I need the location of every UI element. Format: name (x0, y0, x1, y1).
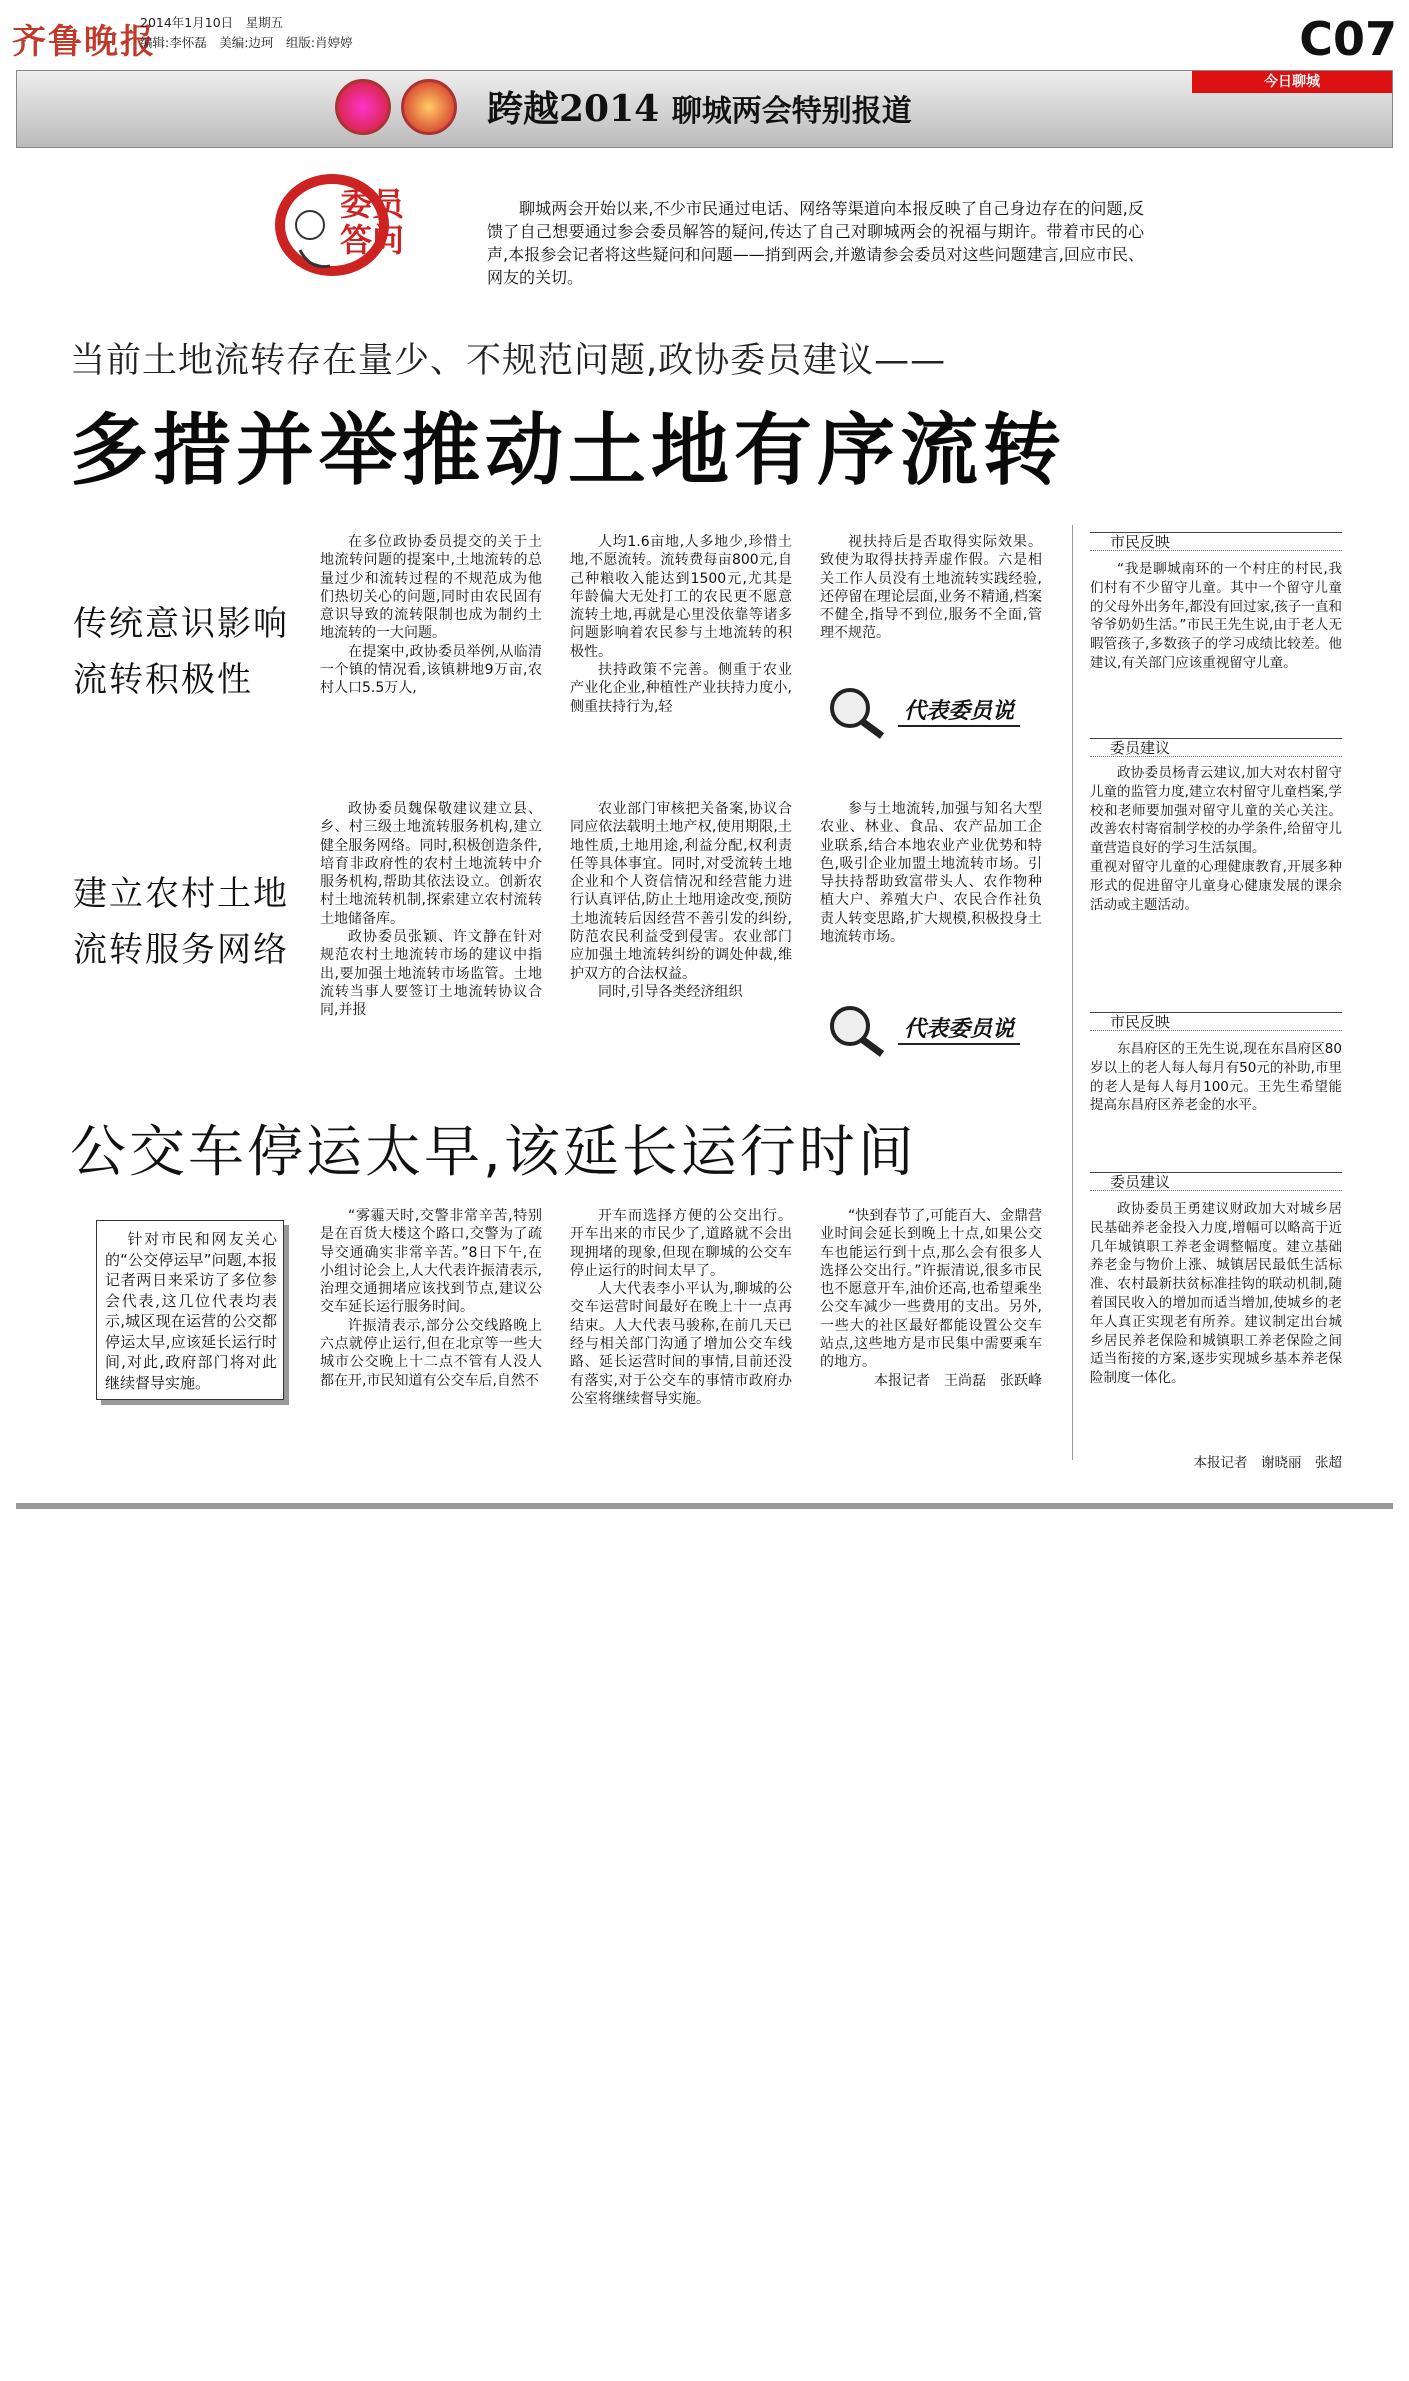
article1-subhead-1 (73, 596, 289, 708)
article2-headline: 公交车停运太早,该延长运行时间 (70, 1120, 917, 1185)
subhead-2-line: 流转服务网络 (73, 930, 289, 970)
article2-col2 (570, 1207, 792, 1408)
article1-s2-col2 (570, 800, 792, 1001)
paragraph: 政协委员魏保敬建议建立县、乡、村三级土地流转服务机构,建立健全服务网络。同时,积极创造条件,培育非政府性的农村土地流转中介服务机构,帮助其依法设立。创新农村土地流转机制,探索建立农村流转土地储备库。 (320, 801, 542, 927)
page-number: C07 (1299, 12, 1397, 66)
paragraph: 参与土地流转,加强与知名大型农业、林业、食品、农产品加工企业联系,结合本地农业产业优势和特色,吸引企业加盟土地流转市场。引导扶持帮助致富带头人、农作物种植大户、养殖大户、农民合作社负责人转变思路,扩大规模,积极投身土地流转市场。 (820, 801, 1042, 946)
logo-line1: 委员 (340, 185, 405, 223)
sidebar-text: 政协委员王勇建议财政加大对城乡居民基础养老金投入力度,增幅可以略高于近几年城镇职工养老金调整幅度。建立基础养老金与物价上涨、城镇居民最低生活标准、农村最新扶贫标准挂钩的联动机制,随着国民收入的增加而适当增加,使城乡的老年人真正实现老有所养。建议制定出台城乡居民养老保险和城镇职工养老保险之间适当衔接的方案,逐步实现城乡基本养老保险制度一体化。 (1090, 1201, 1342, 1387)
cppcc-emblem-icon (401, 79, 457, 135)
magnifier-icon (820, 998, 890, 1058)
article1-kicker: 当前土地流转存在量少、不规范问题,政协委员建议—— (70, 341, 947, 381)
logo-line2: 答问 (340, 221, 405, 259)
newspaper-masthead: 齐鲁晚报 (12, 22, 156, 62)
article1-s2-col1 (320, 800, 542, 1020)
article1-headline: 多措并举推动土地有序流转 (70, 406, 1067, 496)
paragraph: 同时,引导各类经济组织 (598, 983, 743, 1000)
magnifier-icon (820, 680, 890, 740)
paragraph: 人大代表李小平认为,聊城的公交车运营时间最好在晚上十一点再结束。人大代表马骏称,在前几天已经与相关部门沟通了增加公交车线路、延长运营时间的事情,目前还没有落实,对于公交车的事情市政府办公室将继续督导实施。 (570, 1281, 792, 1407)
sidebar-text: 政协委员杨青云建议,加大对农村留守儿童的监管力度,建立农村留守儿童档案,学校和老师要加强对留守儿童的关心关注。改善农村寄宿制学校的办学条件,给留守儿童营造良好的学习生活氛围。 重视对留守儿童的心理健康教育,开展多种形式的促进留守儿童身心健康发展的课余活动或主题活动。 (1090, 765, 1342, 913)
delegates-say-stamp (820, 680, 1030, 740)
subhead-2-line: 建立农村土地 (73, 874, 289, 914)
column-divider (1072, 525, 1073, 1460)
paragraph: 政协委员张颖、许文静在针对规范农村土地流转市场的建议中指出,要加强土地流转市场监管。土地流转当事人要签订土地流转协议合同,并报 (320, 929, 542, 1019)
article2-summary-box: 针对市民和网友关心的“公交停运早”问题,本报记者两日来采访了多位参会代表,这几位代表均表示,城区现在运营的公交都停运太早,应该延长运行时间,对此,政府部门将对此继续督导实施。 (96, 1220, 284, 1400)
paragraph: 开车而选择方便的公交出行。开车出来的市民少了,道路就不会出现拥堵的现象,但现在聊城的公交车停止运行的时间太早了。 (570, 1208, 792, 1279)
date-line: 2014年1月10日 星期五 (140, 15, 284, 30)
article1-subhead-2 (73, 866, 289, 978)
article1-s2-col3 (820, 800, 1042, 946)
paragraph: 在提案中,政协委员举例,从临清一个镇的情况看,该镇耕地9万亩,农村人口5.5万人, (320, 643, 542, 697)
banner-title-main: 跨越2014 (487, 88, 660, 130)
sidebar-text: “我是聊城南环的一个村庄的村民,我们村有不少留守儿童。其中一个留守儿童的父母外出务年,都没有回过家,孩子一直和爷爷奶奶生活。”市民王先生说,由于老人无暇管孩子,多数孩子的学习成绩比较差。他建议,有关部门应该重视留守儿童。 (1090, 561, 1342, 671)
paragraph: 视扶持后是否取得实际效果。致使为取得扶持弄虚作假。六是相关工作人员没有土地流转实践经验,还停留在理论层面,业务不精通,档案不健全,指导不到位,服务不全面,管理不规范。 (820, 534, 1042, 642)
paragraph: “雾霾天时,交警非常辛苦,特别是在百货大楼这个路口,交警为了疏导交通确实非常辛苦。”8日下午,在小组讨论会上,人大代表许振清表示,治理交通拥堵应该找到节点,建议公交车延长运行服务时间。 (320, 1208, 542, 1316)
stamp-label: 代表委员说 (898, 1012, 1020, 1045)
sidebar-head: 委员建议 (1090, 738, 1342, 757)
sidebar-head: 市民反映 (1090, 1012, 1342, 1031)
intro-text: 聊城两会开始以来,不少市民通过电话、网络等渠道向本报反映了自己身边存在的问题,反馈了自己想要通过参会委员解答的疑问,传达了自己对聊城两会的祝福与期许。带着市民的心声,本报参会记者将这些疑问和问题——捎到两会,并邀请参会委员对这些问题建言,回应市民、网友的关切。 (487, 199, 1144, 287)
special-report-banner (16, 70, 1393, 148)
page-bottom-rule (16, 1503, 1393, 1509)
sidebar-head: 委员建议 (1090, 1172, 1342, 1191)
article2-col3 (820, 1207, 1042, 1390)
paragraph: 许振清表示,部分公交线路晚上六点就停止运行,但在北京等一些大城市公交晚上十二点不管有人没人都在开,市民知道有公交车后,自然不 (320, 1317, 542, 1389)
paragraph: 扶持政策不完善。侧重于农业产业化企业,种植性产业扶持力度小,侧重扶持行为,轻 (570, 662, 792, 715)
banner-title-sub: 聊城两会特别报道 (671, 94, 912, 129)
article1-s1-col1 (320, 533, 542, 698)
logo-text (340, 186, 404, 258)
paragraph: 在多位政协委员提交的关于土地流转问题的提案中,土地流转的总量过少和流转过程的不规范成为他们热切关心的问题,同时由农民固有意识导致的流转限制也成为制约土地流转的一大问题。 (320, 534, 542, 642)
stamp-label: 代表委员说 (898, 694, 1020, 727)
national-emblem-icon (335, 79, 391, 135)
paragraph: “快到春节了,可能百大、金鼎营业时间会延长到晚上十点,如果公交车也能运行到十点,那么会有很多人选择公交出行。”许振清说,很多市民也不愿意开车,油价还高,也希望乘坐公交车减少一些费用的支出。另外,一些大的社区最好都能设置公交车站点,这些地方是市民集中需要乘车的地方。 (820, 1208, 1042, 1371)
banner-title (487, 81, 912, 132)
sidebar-head: 市民反映 (1090, 532, 1342, 551)
staff-line: 编辑:李怀磊 美编:边珂 组版:肖婷婷 (140, 35, 353, 50)
sidebar-text: 东昌府区的王先生说,现在东昌府区80岁以上的老人每人每月有50元的补助,市里的老人是每人每月100元。王先生希望能提高东昌府区养老金的水平。 (1090, 1041, 1342, 1114)
section-tag: 今日聊城 (1192, 71, 1392, 93)
article1-s1-col2 (570, 533, 792, 716)
paragraph: 农业部门审核把关备案,协议合同应依法载明土地产权,使用期限,土地性质,土地用途,利益分配,权利责任等具体事宜。同时,对受流转土地企业和个人资信情况和经营能力进行认真评估,防止土地用途改变,预防土地流转后因经营不善引发的纠纷,防范农民利益受到侵害。农业部门应加强土地流转纠纷的调处仲裁,维护双方的合法权益。 (570, 801, 792, 982)
sidebar-byline: 本报记者 谢晓丽 张超 (1193, 1455, 1342, 1471)
subhead-1-line: 流转积极性 (73, 660, 253, 700)
delegates-say-stamp (820, 998, 1030, 1058)
article1-s1-col3 (820, 533, 1042, 643)
subhead-1-line: 传统意识影响 (73, 604, 289, 644)
article2-col1 (320, 1207, 542, 1390)
paragraph: 人均1.6亩地,人多地少,珍惜土地,不愿流转。流转费每亩800元,自己种粮收入能达到1500元,尤其是年龄偏大无处打工的农民更不愿意流转土地,再就是心里没依靠等诸多问题影响着农民参与土地流转的积极性。 (570, 534, 792, 660)
article2-byline: 本报记者 王尚磊 张跃峰 (874, 1372, 1042, 1389)
